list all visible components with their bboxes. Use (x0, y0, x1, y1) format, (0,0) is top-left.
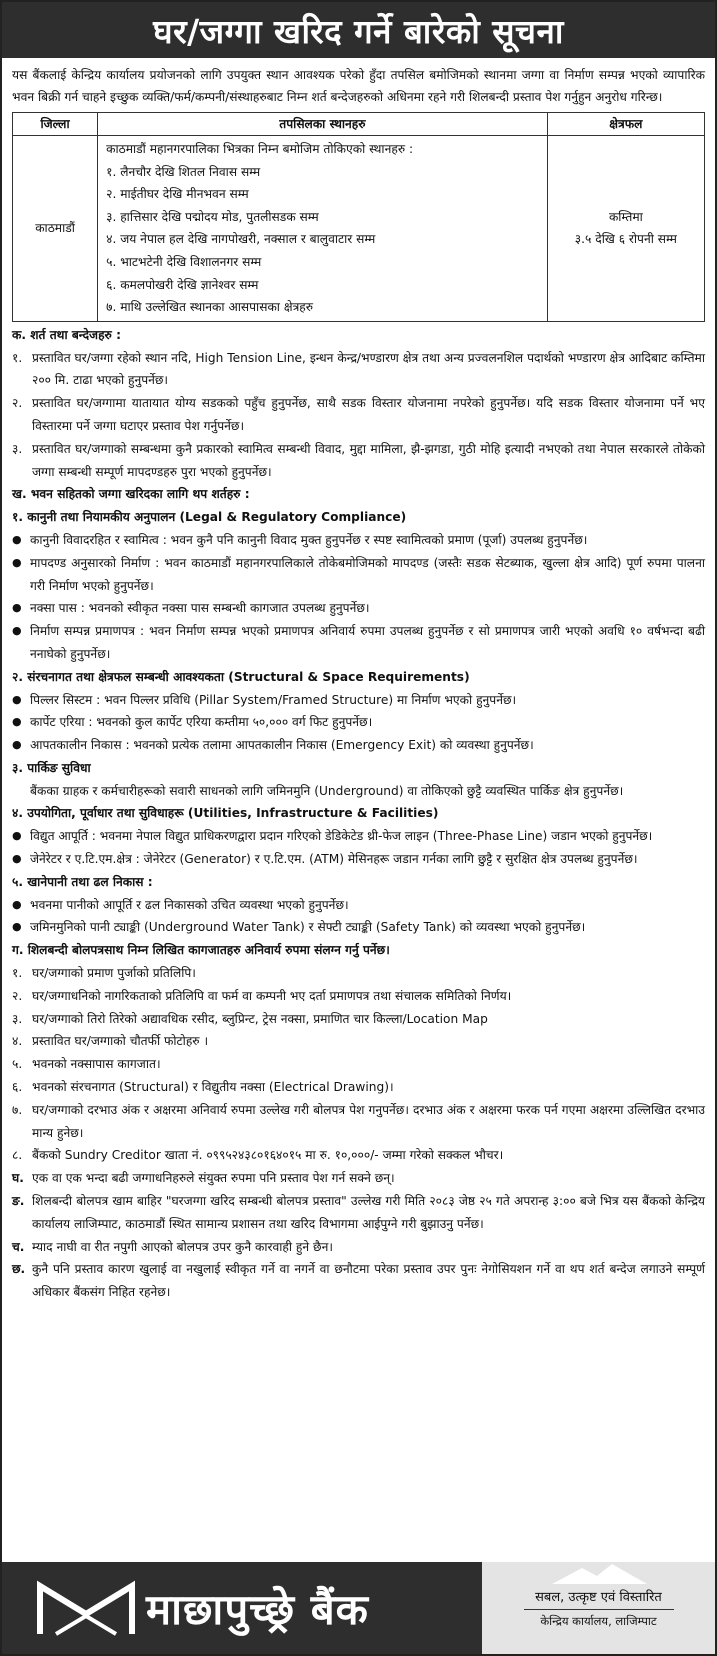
item-text: कार्पेट एरिया : भवनको कुल कार्पेट एरिया कम्तीमा ५०,००० वर्ग फिट हुनुपर्नेछ। (30, 715, 373, 730)
item-text: बैंकको Sundry Creditor खाता नं. ०९९५२४३८०१६४०१५ मा रु. १०,०००/- जम्मा गरेको सक्कल भौचर। (32, 1148, 504, 1163)
clause-marker: घ. (12, 1171, 24, 1186)
item-text: प्रस्तावित घर/जग्गामा यातायात योग्य सडकको पहुँच हुनुपर्नेछ, साथै सडक विस्तार योजनामा नपरेको हुनुपर्नेछ। यदि सडक विस्तार योजनामा पर्ने भए विस्तारमा पर्ने जग्गा घटाएर प्रस्ताव पेश गर्नुपर्नेछ। (32, 396, 705, 433)
location-table (12, 112, 705, 322)
item-text: घर/जग्गाको तिरो तिरेको अद्यावधिक रसीद, ब्लुप्रिन्ट, ट्रेस नक्सा, प्रमाणित चार किल्ला/Location Map (32, 1011, 488, 1026)
places-line: ५. भाटभटेनी देखि विशालनगर सम्म (106, 254, 262, 269)
clause-nga (12, 1190, 705, 1236)
places-line: २. माईतीघर देखि मीनभवन सम्म (106, 187, 249, 202)
condition-item (12, 438, 705, 484)
bullet-icon: ● (12, 601, 22, 615)
clause-chha (12, 1258, 705, 1304)
bullet-icon: ● (12, 692, 22, 706)
section-ga-title: ग. शिलबन्दी बोलपत्रसाथ निम्न लिखित कागजातहरु अनिवार्य रुपमा संलग्न गर्नु पर्नेछ। (12, 943, 390, 958)
item-number: ३. (12, 1011, 23, 1026)
district-cell: काठमाडौं (13, 136, 98, 322)
bullet-icon: ● (12, 624, 22, 638)
list-item (12, 916, 705, 939)
list-item (12, 597, 705, 620)
item-text: जमिनमुनिको पानी ट्याङ्की (Underground Water Tank) र सेफ्टी ट्याङ्की (Safety Tank) को व्यवस्था भएको हुनुपर्नेछ। (30, 920, 586, 935)
list-item (12, 894, 705, 917)
document-item (12, 1144, 705, 1167)
list-item (12, 689, 705, 712)
table-row (13, 136, 705, 322)
list-item (12, 529, 705, 552)
section-kha-title: ख. भवन सहितको जग्गा खरिदका लागि थप शर्तहरु : (12, 487, 250, 502)
item-number: ७. (12, 1102, 23, 1117)
item-number: ५. (12, 1057, 23, 1072)
subsection-legal-title: १. कानुनी तथा नियामकीय अनुपालन (Legal & Regulatory Compliance) (12, 510, 407, 525)
area-cell (547, 136, 704, 322)
item-number: १. (12, 966, 23, 981)
subsection-water-title: ५. खानेपानी तथा ढल निकास : (12, 874, 153, 889)
item-text: मापदण्ड अनुसारको निर्माण : भवन काठमाडौं महानगरपालिकाले तोकेबमोजिमको मापदण्ड (जस्तैः सडक सेटब्याक, खुल्ला क्षेत्र आदि) पूर्ण रुपमा पालना गरी निर्माण भएको हुनुपर्नेछ। (30, 555, 705, 593)
item-number: ८. (12, 1148, 23, 1163)
document-item (12, 1099, 705, 1145)
item-text: जेनेरेटर र ए.टि.एम.क्षेत्र : जेनेरेटर (Generator) र ए.टि.एम. (ATM) मेसिनहरू जडान गर्नका लागि छुट्टै र सुरक्षित क्षेत्र उपलब्ध हुनुपर्नेछ। (30, 852, 638, 867)
item-text: नक्सा पास : भवनको स्वीकृत नक्सा पास सम्बन्धी कागजात उपलब्ध हुनुपर्नेछ। (30, 601, 370, 616)
places-line: काठमाडौं महानगरपालिका भित्रका निम्न बमोजिम तोकिएको स्थानहरु : (106, 142, 414, 156)
item-text: निर्माण सम्पन्न प्रमाणपत्र : भवन निर्माण सम्पन्न भएको प्रमाणपत्र अनिवार्य रुपमा उपलब्ध हुनुपर्नेछ र सो प्रमाणपत्र जारी भएको अवधि १० वर्षभन्दा बढी ननाघेको हुनुपर्नेछ। (30, 624, 705, 661)
list-item (12, 620, 705, 666)
item-text: पिल्लर सिस्टम : भवन पिल्लर प्रविधि (Pillar System/Framed Structure) मा निर्माण भएको हुनुपर्नेछ। (30, 692, 517, 707)
list-item (12, 734, 705, 757)
intro-paragraph: यस बैंकलाई केन्द्रिय कार्यालय प्रयोजनको लागि उपयुक्त स्थान आवश्यक परेको हुँदा तपसिल बमोजिमको स्थानमा जग्गा वा निर्माण सम्पन्न भएको व्यापारिक भवन बिक्री गर्न चाहने इच्छुक व्यक्ति/फर्म/कम्पनी/संस्थाहरुबाट निम्न शर्त बन्देजहरुको अधिनमा रहने गरी शिलबन्दी प्रस्ताव पेश गर्नुहुन अनुरोध गरिन्छ। (12, 68, 705, 104)
item-number: ६. (12, 1080, 23, 1095)
bullet-icon: ● (12, 555, 22, 569)
item-text: प्रस्तावित घर/जग्गाको सम्बन्धमा कुनै प्रकारको स्वामित्व सम्बन्धी विवाद, मुद्दा मामिला, झै-झगडा, गुठी मोहि इत्यादी नभएको तथा नेपाल सरकारले तोकेको जग्गा सम्बन्धी सम्पूर्ण मापदण्डहरु पुरा भएको हुनुपर्नेछ। (32, 441, 705, 479)
document-item (12, 985, 705, 1008)
places-line: ७. माथि उल्लेखित स्थानका आसपासका क्षेत्रहरु (106, 300, 314, 315)
bullet-icon: ● (12, 715, 22, 729)
office-address: केन्द्रिय कार्यालय, लाजिम्पाट (540, 1614, 657, 1628)
item-number: २. (12, 396, 23, 411)
document-item (12, 1008, 705, 1031)
places-line: ४. जय नेपाल हल देखि नागपोखरी, नक्साल र बालुवाटार सम्म (106, 232, 376, 247)
item-number: २. (12, 988, 23, 1003)
item-text: भवनको नक्सापास कागजात। (32, 1057, 161, 1072)
bullet-icon: ● (12, 852, 22, 866)
clause-marker: छ. (12, 1262, 26, 1277)
item-number: १. (12, 350, 23, 365)
bullet-icon: ● (12, 829, 22, 843)
clause-text: कुनै पनि प्रस्ताव कारण खुलाई वा नखुलाई स्वीकृत गर्ने वा नगर्ने वा छनौटमा परेका प्रस्ताव उपर पुनः नेगोसियशन गर्ने वा थप शर्त बन्देज लगाउने सम्पूर्ण अधिकार बैंकसंग निहित रहनेछ। (32, 1262, 705, 1300)
bank-tagline: सबल, उत्कृष्ट एवं विस्तारित (535, 1590, 662, 1605)
footer-band (2, 1562, 715, 1654)
item-text: घर/जग्गाधनिको नागरिकताको प्रतिलिपि वा फर्म वा कम्पनी भए दर्ता प्रमाणपत्र तथा संचालक समितिको निर्णय। (32, 988, 512, 1003)
item-number: ४. (12, 1034, 23, 1049)
places-cell (98, 136, 548, 322)
document-item (12, 1053, 705, 1076)
item-number: ३. (12, 441, 23, 456)
document-item (12, 962, 705, 985)
clause-marker: च. (12, 1239, 25, 1254)
mountain-peak-icon (552, 1562, 647, 1584)
notice-title: घर/जग्गा खरिद गर्ने बारेको सूचना (2, 2, 715, 58)
list-item (12, 711, 705, 734)
item-text: भवनको संरचनागत (Structural) र विद्युतीय नक्सा (Electrical Drawing)। (32, 1080, 394, 1095)
list-item (12, 552, 705, 598)
clause-text: शिलबन्दी बोलपत्र खाम बाहिर "घरजग्गा खरिद सम्बन्धी बोलपत्र प्रस्ताव" उल्लेख गरी मिति २०८३ जेष्ठ २५ गते अपरान्ह ३:०० बजे भित्र यस बैंकको केन्द्रिय कार्यालय लाजिम्पाट, काठमाडौं स्थित सामान्य प्रशासन तथा खरिद विभागमा आईपुग्ने गरी बुझाउनु पर्नेछ। (32, 1194, 705, 1231)
condition-item (12, 347, 705, 393)
column-header-district: जिल्ला (13, 113, 98, 136)
item-text: विद्युत आपूर्ति : भवनमा नेपाल विद्युत प्राधिकरणद्वारा प्रदान गरिएको डेडिकेटेड थ्री-फेज लाइन (Three-Phase Line) जडान भएको हुनुपर्नेछ। (30, 829, 653, 844)
parking-text: बैंकका ग्राहक र कर्मचारीहरूको सवारी साधनको लागि जमिनमुनि (Underground) वा तोकिएको छुट्टै व्यवस्थित पार्किङ क्षेत्र हुनुपर्नेछ। (30, 783, 624, 798)
subsection-parking-title: ३. पार्किङ सुविधा (12, 760, 91, 775)
column-header-places: तपसिलका स्थानहरु (98, 113, 548, 136)
bank-name: माछापुच्छ्रे बैंक (146, 1584, 369, 1634)
column-header-area: क्षेत्रफल (547, 113, 704, 136)
condition-item (12, 392, 705, 438)
mountain-logo-icon (36, 1578, 136, 1638)
bullet-icon: ● (12, 738, 22, 752)
places-line: १. लैनचौर देखि शितल निवास सम्म (106, 164, 261, 179)
area-line: कम्तिमा (608, 210, 643, 225)
item-text: आपतकालीन निकास : भवनको प्रत्येक तलामा आपतकालीन निकास (Emergency Exit) को व्यवस्था हुनुपर्नेछ। (30, 738, 534, 753)
list-item (12, 825, 705, 848)
item-text: घर/जग्गाको प्रमाण पुर्जाको प्रतिलिपि। (32, 966, 196, 981)
document-item (12, 1030, 705, 1053)
item-text: घर/जग्गाको दरभाउ अंक र अक्षरमा अनिवार्य रुपमा उल्लेख गरी बोलपत्र पेश गनुपर्नेछ। दरभाउ अंक र अक्षरमा फरक पर्न गएमा अक्षरमा उल्लिखित दरभाउ मान्य हुनेछ। (32, 1102, 705, 1140)
table-header-row (13, 113, 705, 136)
clause-marker: ङ. (12, 1194, 25, 1209)
bullet-icon: ● (12, 532, 22, 546)
item-text: कानुनी विवादरहित र स्वामित्व : भवन कुनै पनि कानुनी विवाद मुक्त हुनुपर्नेछ र स्पष्ट स्वामित्वको प्रमाण (पूर्जा) उपलब्ध हुनुपर्नेछ। (30, 532, 588, 547)
clause-text: एक वा एक भन्दा बढी जग्गाधनिहरुले संयुक्त रुपमा पनि प्रस्ताव पेश गर्न सक्ने छन्। (32, 1171, 395, 1186)
subsection-utilities-title: ४. उपयोगिता, पूर्वाधार तथा सुविधाहरू (Utilities, Infrastructure & Facilities) (12, 806, 439, 821)
notice-body (2, 58, 715, 1304)
item-text: प्रस्तावित घर/जग्गा रहेको स्थान नदि, High Tension Line, इन्धन केन्द्र/भण्डारण क्षेत्र तथा अन्य प्रज्वलनशिल पदार्थको भण्डारण क्षेत्र आदिबाट कम्तिमा २०० मि. टाढा भएको हुनुपर्नेछ। (32, 350, 705, 388)
item-text: प्रस्तावित घर/जग्गाको चौतर्फी फोटोहरु । (32, 1034, 209, 1049)
office-panel (482, 1562, 715, 1654)
list-item (12, 848, 705, 871)
area-line: ३.५ देखि ६ रोपनी सम्म (574, 232, 677, 247)
divider (524, 1609, 674, 1610)
section-ka-title: क. शर्त तथा बन्देजहरु : (12, 327, 121, 342)
clause-text: म्याद नाघी वा रीत नपुगी आएको बोलपत्र उपर कुनै कारवाही हुने छैन। (32, 1239, 333, 1254)
clause-cha (12, 1236, 705, 1259)
places-line: ३. हात्तिसार देखि पद्मोदय मोड, पुतलीसडक सम्म (106, 209, 319, 224)
places-line: ६. कमलपोखरी देखि ज्ञानेश्वर सम्म (106, 277, 259, 292)
item-text: भवनमा पानीको आपूर्ति र ढल निकासको उचित व्यवस्था भएको हुनुपर्नेछ। (30, 897, 349, 912)
clause-gha (12, 1167, 705, 1190)
bank-brand (2, 1562, 482, 1654)
subsection-structural-title: २. संरचनागत तथा क्षेत्रफल सम्बन्धी आवश्यकता (Structural & Space Requirements) (12, 669, 470, 684)
bullet-icon: ● (12, 897, 22, 911)
document-item (12, 1076, 705, 1099)
bullet-icon: ● (12, 920, 22, 934)
